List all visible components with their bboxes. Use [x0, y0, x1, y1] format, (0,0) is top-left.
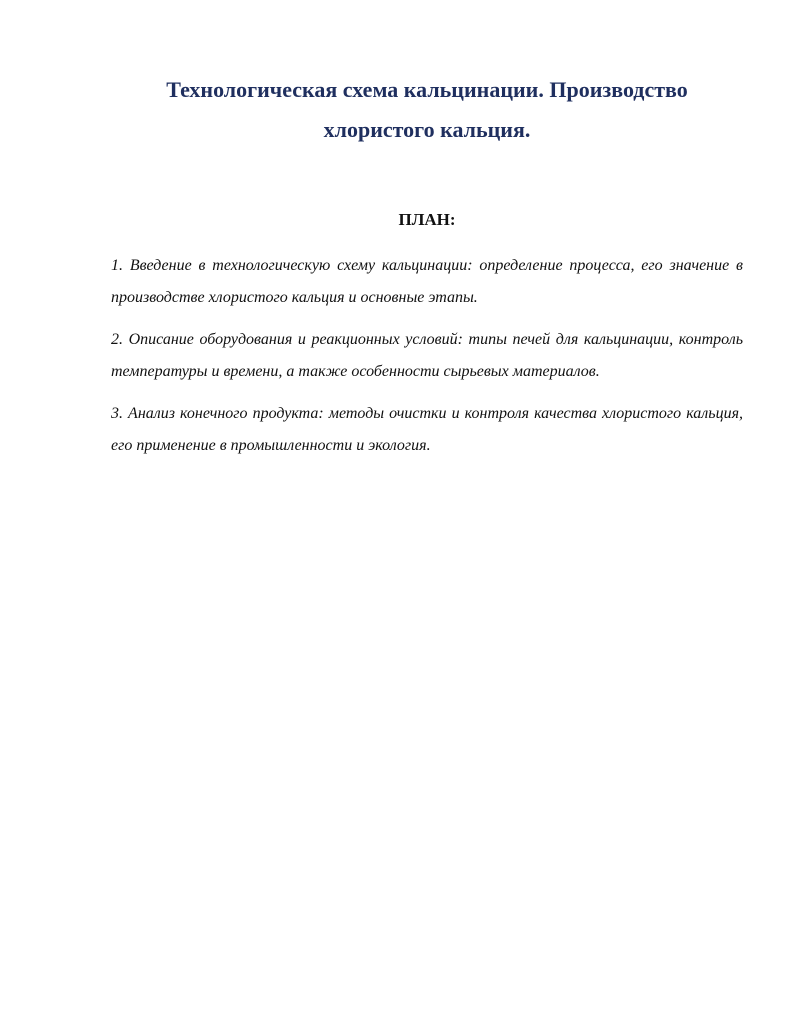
- plan-list: [111, 250, 743, 472]
- plan-item-2: 2. Описание оборудования и реакционных условий: типы печей для кальцинации, контроль температуры и времени, а также особенности сырьевых материалов.: [111, 331, 743, 380]
- plan-item-1: 1. Введение в технологическую схему кальцинации: определение процесса, его значение в производстве хлористого кальция и основные этапы.: [111, 257, 743, 306]
- document-title: Технологическая схема кальцинации. Производство хлористого кальция.: [166, 77, 688, 142]
- plan-heading: ПЛАН:: [398, 210, 456, 229]
- plan-item-3: 3. Анализ конечного продукта: методы очистки и контроля качества хлористого кальция, его применение в промышленности и экология.: [111, 405, 743, 454]
